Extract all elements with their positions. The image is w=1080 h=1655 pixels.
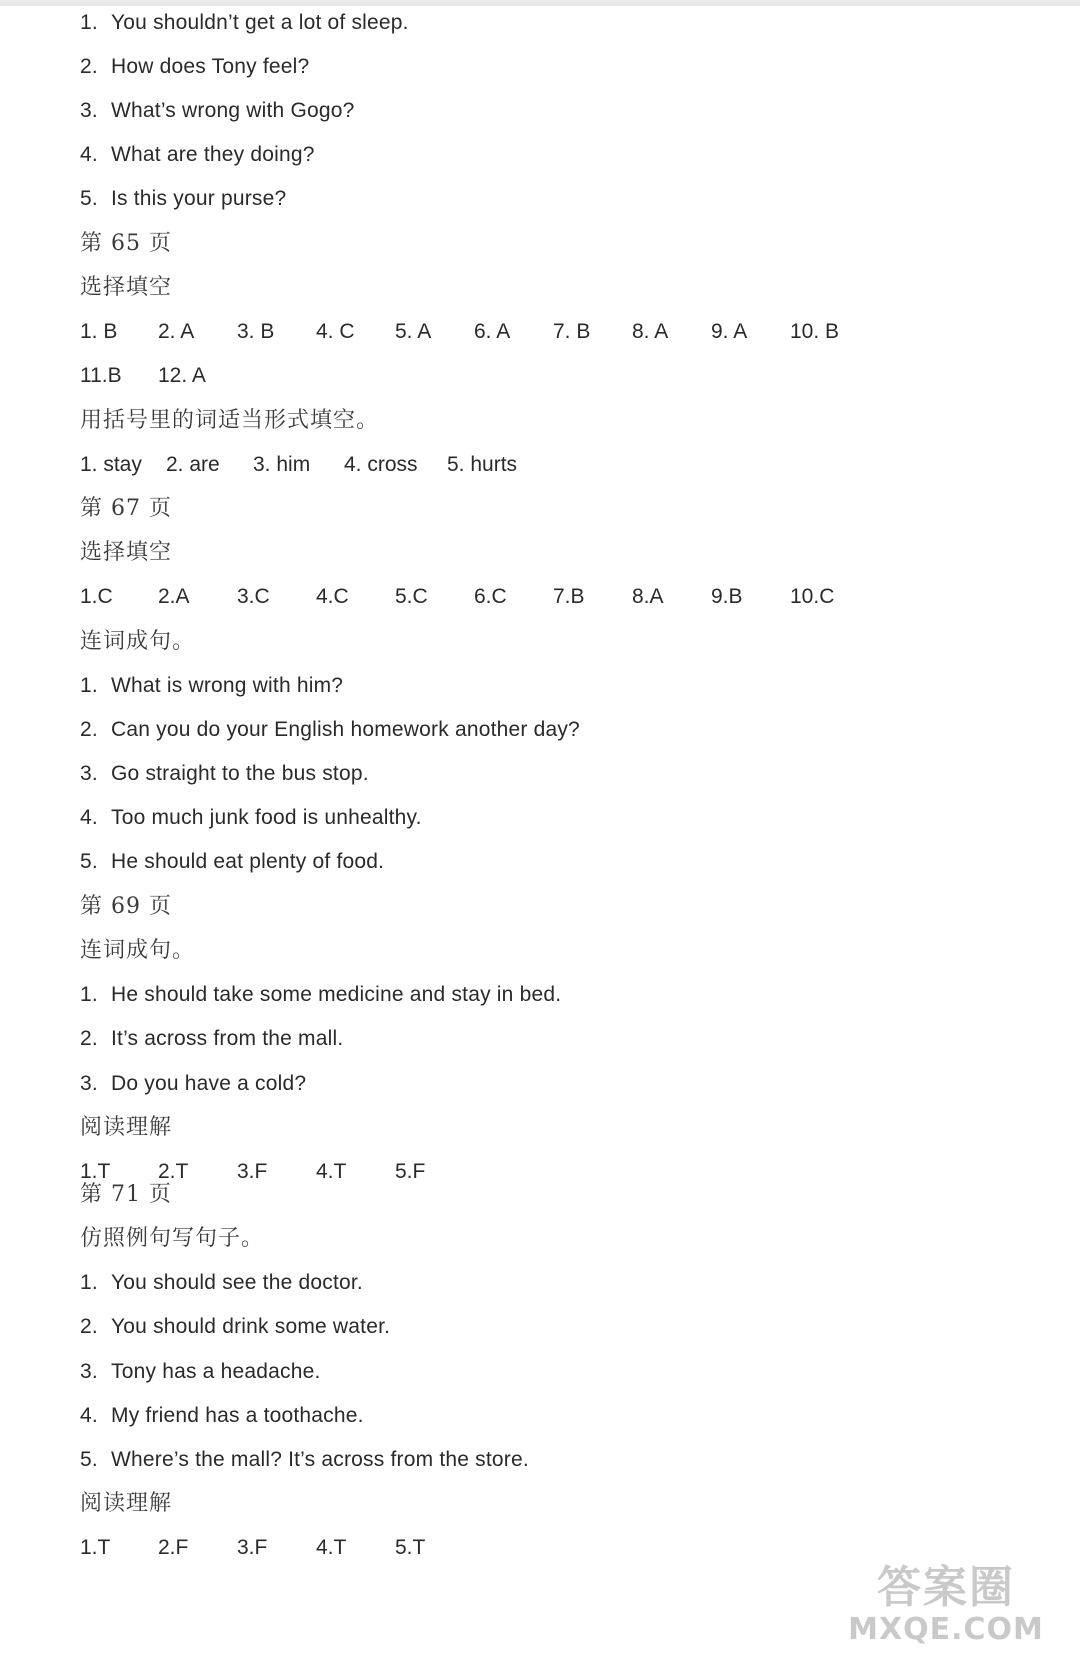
watermark-en: MXQE.COM bbox=[848, 1612, 1044, 1647]
answer-sentence bbox=[80, 1354, 321, 1390]
sentence-text: You should see the doctor. bbox=[111, 1271, 363, 1294]
answer-sentence bbox=[80, 1066, 306, 1102]
answer-cell: 1.T bbox=[80, 1160, 111, 1183]
sentence-text: You shouldn’t get a lot of sleep. bbox=[111, 11, 409, 34]
sentence-text: Is this your purse? bbox=[111, 187, 287, 210]
watermark-cn: 答案圈 bbox=[877, 1562, 1015, 1613]
section-heading: 第 67 页 bbox=[80, 496, 172, 521]
answer-sentence bbox=[80, 712, 580, 748]
answer-cell: 1.C bbox=[80, 585, 113, 608]
section-heading: 第 69 页 bbox=[80, 894, 172, 919]
section-heading: 第 71 页 bbox=[80, 1182, 172, 1207]
item-number: 5. bbox=[80, 187, 98, 210]
answer-cell: 1.T bbox=[80, 1536, 111, 1559]
answer-row bbox=[80, 579, 1060, 615]
watermark-logo bbox=[826, 1563, 1066, 1651]
answer-sentence bbox=[80, 1309, 390, 1345]
sentence-text: How does Tony feel? bbox=[111, 55, 310, 78]
answer-cell: 3. B bbox=[237, 320, 275, 343]
answer-sentence bbox=[80, 1442, 529, 1478]
answer-cell: 8. A bbox=[632, 320, 669, 343]
item-number: 5. bbox=[80, 850, 98, 873]
sentence-text: Do you have a cold? bbox=[111, 1072, 307, 1095]
item-number: 3. bbox=[80, 99, 98, 122]
answer-cell: 4. C bbox=[316, 320, 355, 343]
answer-cell: 4. cross bbox=[344, 453, 418, 476]
item-number: 3. bbox=[80, 1072, 98, 1095]
answer-cell: 3.C bbox=[237, 585, 270, 608]
section-heading: 选择填空 bbox=[80, 540, 173, 565]
item-number: 1. bbox=[80, 1271, 98, 1294]
answer-cell: 7.B bbox=[553, 585, 585, 608]
answer-cell: 10.C bbox=[790, 585, 835, 608]
item-number: 2. bbox=[80, 55, 98, 78]
answer-row bbox=[80, 1154, 1060, 1190]
answer-cell: 7. B bbox=[553, 320, 591, 343]
answer-cell: 10. B bbox=[790, 320, 840, 343]
answer-sentence bbox=[80, 1265, 363, 1301]
answer-sentence bbox=[80, 1398, 364, 1434]
answer-row bbox=[80, 1530, 1060, 1566]
item-number: 1. bbox=[80, 983, 98, 1006]
answer-sentence bbox=[80, 5, 409, 41]
sentence-text: He should eat plenty of food. bbox=[111, 850, 385, 873]
answer-cell: 2.T bbox=[158, 1160, 189, 1183]
answer-cell: 5. hurts bbox=[447, 453, 518, 476]
item-number: 4. bbox=[80, 1404, 98, 1427]
sentence-text: What’s wrong with Gogo? bbox=[111, 99, 355, 122]
answer-cell: 11.B bbox=[80, 364, 122, 387]
answer-sentence bbox=[80, 1021, 343, 1057]
item-number: 4. bbox=[80, 806, 98, 829]
answer-sentence bbox=[80, 181, 286, 217]
item-number: 3. bbox=[80, 1360, 98, 1383]
item-number: 1. bbox=[80, 674, 98, 697]
section-heading: 阅读理解 bbox=[80, 1115, 173, 1140]
answer-sentence bbox=[80, 756, 369, 792]
answer-cell: 4.T bbox=[316, 1160, 347, 1183]
section-heading: 连词成句。 bbox=[80, 938, 196, 963]
answer-sentence bbox=[80, 977, 561, 1013]
answer-cell: 6. A bbox=[474, 320, 511, 343]
answer-cell: 2. A bbox=[158, 320, 195, 343]
sentence-text: What is wrong with him? bbox=[111, 674, 344, 697]
answer-cell: 1. B bbox=[80, 320, 118, 343]
section-heading: 仿照例句写句子。 bbox=[80, 1226, 265, 1251]
answer-cell: 6.C bbox=[474, 585, 507, 608]
sentence-text: Too much junk food is unhealthy. bbox=[111, 806, 422, 829]
answer-cell: 2.F bbox=[158, 1536, 189, 1559]
answer-cell: 9. A bbox=[711, 320, 748, 343]
section-heading: 选择填空 bbox=[80, 275, 173, 300]
answer-cell: 3.F bbox=[237, 1160, 268, 1183]
sentence-text: Go straight to the bus stop. bbox=[111, 762, 369, 785]
section-heading: 第 65 页 bbox=[80, 231, 172, 256]
sentence-text: Tony has a headache. bbox=[111, 1360, 321, 1383]
section-heading: 用括号里的词适当形式填空。 bbox=[80, 408, 380, 433]
answer-cell: 5.C bbox=[395, 585, 428, 608]
answer-cell: 5. A bbox=[395, 320, 432, 343]
sentence-text: You should drink some water. bbox=[111, 1315, 391, 1338]
answer-cell: 4.C bbox=[316, 585, 349, 608]
sentence-text: Can you do your English homework another day? bbox=[111, 718, 580, 741]
answer-sentence bbox=[80, 93, 355, 129]
item-number: 2. bbox=[80, 1027, 98, 1050]
answer-cell: 2.A bbox=[158, 585, 190, 608]
answer-cell: 1. stay bbox=[80, 453, 142, 476]
answer-sentence bbox=[80, 668, 343, 704]
answer-cell: 12. A bbox=[158, 364, 206, 387]
sentence-text: It’s across from the mall. bbox=[111, 1027, 344, 1050]
sentence-text: What are they doing? bbox=[111, 143, 315, 166]
answer-cell: 3. him bbox=[253, 453, 311, 476]
sentence-text: He should take some medicine and stay in bed. bbox=[111, 983, 562, 1006]
answer-row bbox=[80, 447, 1060, 483]
answer-sentence bbox=[80, 844, 384, 880]
sentence-text: My friend has a toothache. bbox=[111, 1404, 364, 1427]
answer-sentence bbox=[80, 49, 309, 85]
item-number: 2. bbox=[80, 718, 98, 741]
answer-sentence bbox=[80, 800, 422, 836]
answer-cell: 4.T bbox=[316, 1536, 347, 1559]
item-number: 2. bbox=[80, 1315, 98, 1338]
answer-cell: 8.A bbox=[632, 585, 664, 608]
answer-cell: 3.F bbox=[237, 1536, 268, 1559]
sentence-text: Where’s the mall? It’s across from the store. bbox=[111, 1448, 529, 1471]
answer-row bbox=[80, 358, 1060, 394]
answer-cell: 5.F bbox=[395, 1160, 426, 1183]
answer-row bbox=[80, 314, 1060, 350]
answer-sentence bbox=[80, 137, 315, 173]
answer-cell: 5.T bbox=[395, 1536, 426, 1559]
section-heading: 连词成句。 bbox=[80, 629, 196, 654]
answer-cell: 2. are bbox=[166, 453, 220, 476]
item-number: 5. bbox=[80, 1448, 98, 1471]
item-number: 1. bbox=[80, 11, 98, 34]
answer-cell: 9.B bbox=[711, 585, 743, 608]
item-number: 3. bbox=[80, 762, 98, 785]
item-number: 4. bbox=[80, 143, 98, 166]
section-heading: 阅读理解 bbox=[80, 1491, 173, 1516]
